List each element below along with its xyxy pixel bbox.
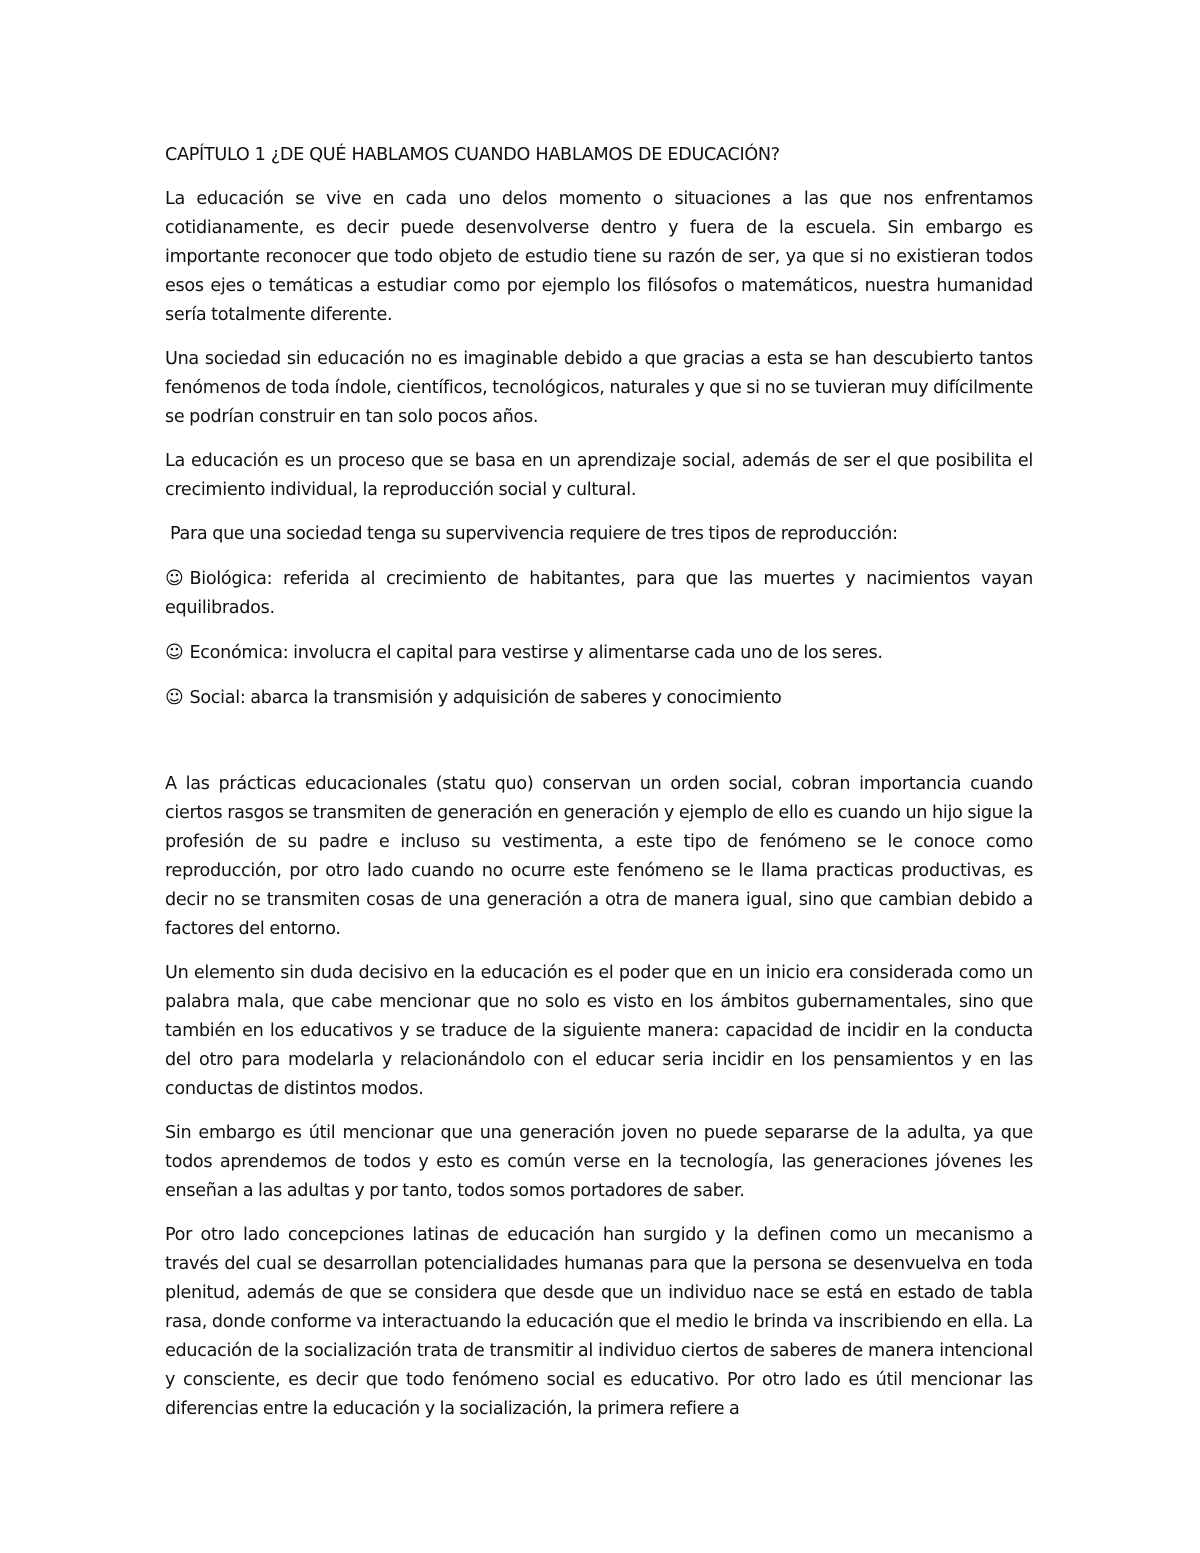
bullet-text: Económica: involucra el capital para vestirse y alimentarse cada uno de los seres. bbox=[189, 643, 883, 663]
smiley-icon: ☺ bbox=[165, 568, 184, 589]
bullet-item bbox=[165, 564, 1033, 623]
blank-space bbox=[165, 728, 1033, 770]
chapter-heading: CAPÍTULO 1 ¿DE QUÉ HABLAMOS CUANDO HABLAMOS DE EDUCACIÓN? bbox=[165, 145, 780, 165]
paragraph-generations: Sin embargo es útil mencionar que una generación joven no puede separarse de la adulta, ya que todos aprendemos de todos y esto es común verse en la tecnología, las generaciones jóvenes les enseñan a las adultas y por tanto, todos somos portadores de saber. bbox=[165, 1123, 1033, 1201]
bullet-item bbox=[165, 683, 1033, 713]
paragraph-society: Una sociedad sin educación no es imaginable debido a que gracias a esta se han descubierto tantos fenómenos de toda índole, científicos, tecnológicos, naturales y que si no se tuvieran muy difícilmente se podrían construir en tan solo pocos años. bbox=[165, 349, 1033, 427]
paragraph-practices: A las prácticas educacionales (statu quo) conservan un orden social, cobran importancia cuando ciertos rasgos se transmiten de generación en generación y ejemplo de ello es cuando un hijo sigue la profesión de su padre e incluso su vestimenta, a este tipo de fenómeno se le conoce como reproducción, por otro lado cuando no ocurre este fenómeno se le llama practicas productivas, es decir no se transmiten cosas de una generación a otra de manera igual, sino que cambian debido a factores del entorno. bbox=[165, 774, 1033, 939]
document-body bbox=[165, 141, 1033, 1439]
bullet-text: Biológica: referida al crecimiento de habitantes, para que las muertes y nacimientos vayan equilibrados. bbox=[165, 569, 1033, 618]
bullet-text: Social: abarca la transmisión y adquisición de saberes y conocimiento bbox=[189, 688, 782, 708]
smiley-icon: ☺ bbox=[165, 687, 184, 708]
paragraph-reproduction-types: Para que una sociedad tenga su supervivencia requiere de tres tipos de reproducción: bbox=[170, 524, 898, 544]
paragraph-latin-conceptions: Por otro lado concepciones latinas de educación han surgido y la definen como un mecanismo a través del cual se desarrollan potencialidades humanas para que la persona se desenvuelva en toda plenitud, además de que se considera que desde que un individuo nace se está en estado de tabla rasa, donde conforme va interactuando la educación que el medio le brinda va inscribiendo en ella. La educación de la socialización trata de transmitir al individuo ciertos de saberes de manera intencional y consciente, es decir que todo fenómeno social es educativo. Por otro lado es útil mencionar las diferencias entre la educación y la socialización, la primera refiere a bbox=[165, 1225, 1033, 1419]
bullet-item bbox=[165, 638, 1033, 668]
paragraph-process: La educación es un proceso que se basa en un aprendizaje social, además de ser el que posibilita el crecimiento individual, la reproducción social y cultural. bbox=[165, 451, 1033, 500]
paragraph-power: Un elemento sin duda decisivo en la educación es el poder que en un inicio era considerada como un palabra mala, que cabe mencionar que no solo es visto en los ámbitos gubernamentales, sino que también en los educativos y se traduce de la siguiente manera: capacidad de incidir en la conducta del otro para modelarla y relacionándolo con el educar seria incidir en los pensamientos y en las conductas de distintos modos. bbox=[165, 963, 1033, 1099]
smiley-icon: ☺ bbox=[165, 642, 184, 663]
paragraph-intro: La educación se vive en cada uno delos momento o situaciones a las que nos enfrentamos cotidianamente, es decir puede desenvolverse dentro y fuera de la escuela. Sin embargo es importante reconocer que todo objeto de estudio tiene su razón de ser, ya que si no existieran todos esos ejes o temáticas a estudiar como por ejemplo los filósofos o matemáticos, nuestra humanidad sería totalmente diferente. bbox=[165, 189, 1033, 325]
